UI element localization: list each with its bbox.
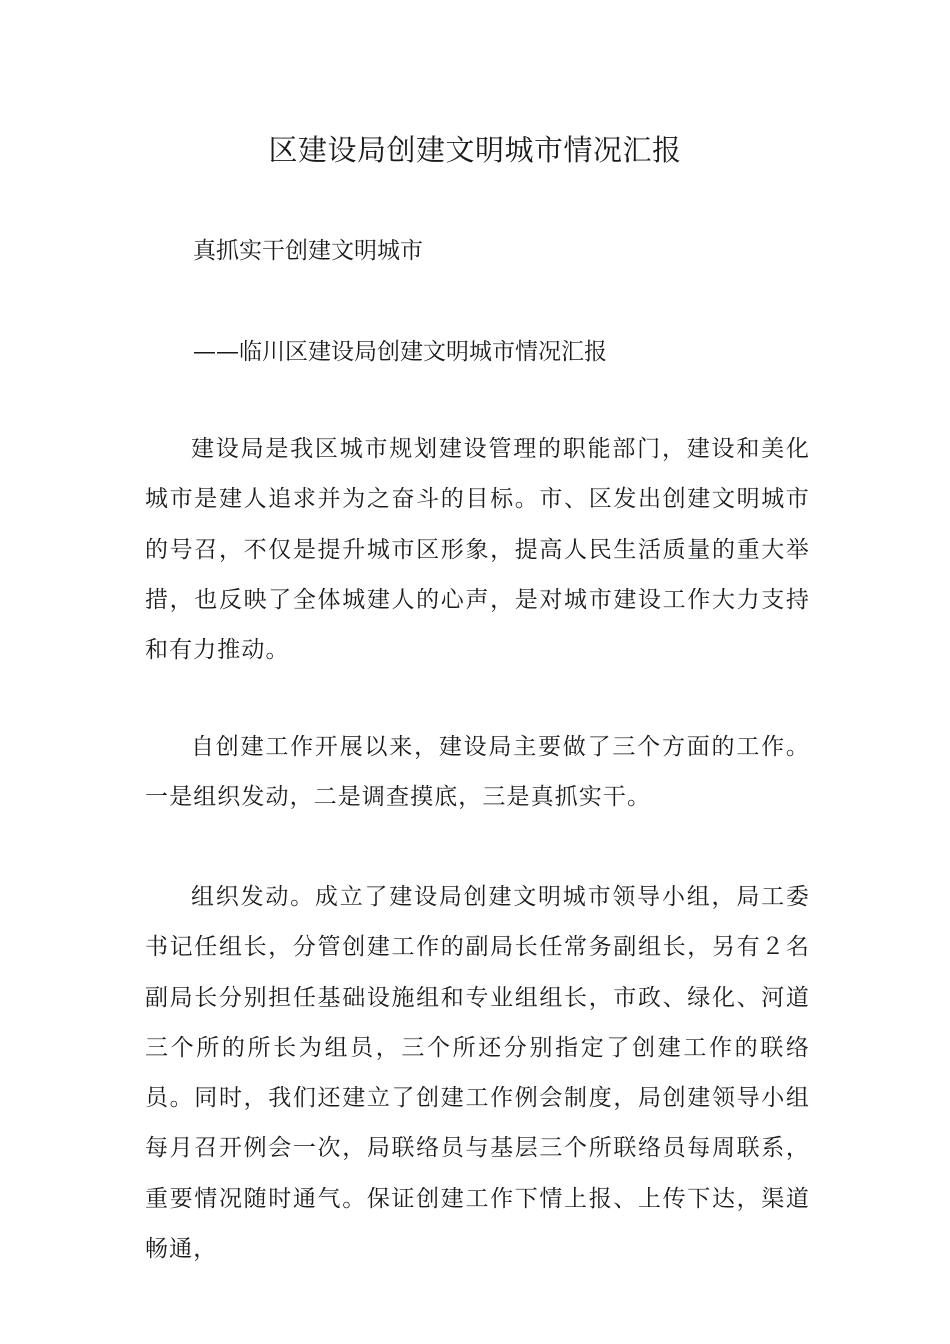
document-title: 区建设局创建文明城市情况汇报 <box>268 133 682 167</box>
body-paragraph: 建设局是我区城市规划建设管理的职能部门，建设和美化城市是建人追求并为之奋斗的目标。市、区发出创建文明城市的号召，不仅是提升城市区形象，提高人民生活质量的重大举措，也反映了全体城建人的心声，是对城市建设工作大力支持和有力推动。 <box>145 436 810 664</box>
document-subheading: ——临川区建设局创建文明城市情况汇报 <box>193 339 607 365</box>
body-paragraph: 自创建工作开展以来，建设局主要做了三个方面的工作。一是组织发动，二是调查摸底，三是真抓实干。 <box>145 734 810 811</box>
document-heading: 真抓实干创建文明城市 <box>193 238 423 264</box>
body-paragraph: 组织发动。成立了建设局创建文明城市领导小组，局工委书记任组长，分管创建工作的副局长任常务副组长，另有２名副局长分别担任基础设施组和专业组组长，市政、绿化、河道三个所的所长为组员，三个所还分别指定了创建工作的联络员。同时，我们还建立了创建工作例会制度，局创建领导小组每月召开例会一次，局联络员与基层三个所联络员每周联系，重要情况随时通气。保证创建工作下情上报、上传下达，渠道畅通， <box>145 884 810 1263</box>
